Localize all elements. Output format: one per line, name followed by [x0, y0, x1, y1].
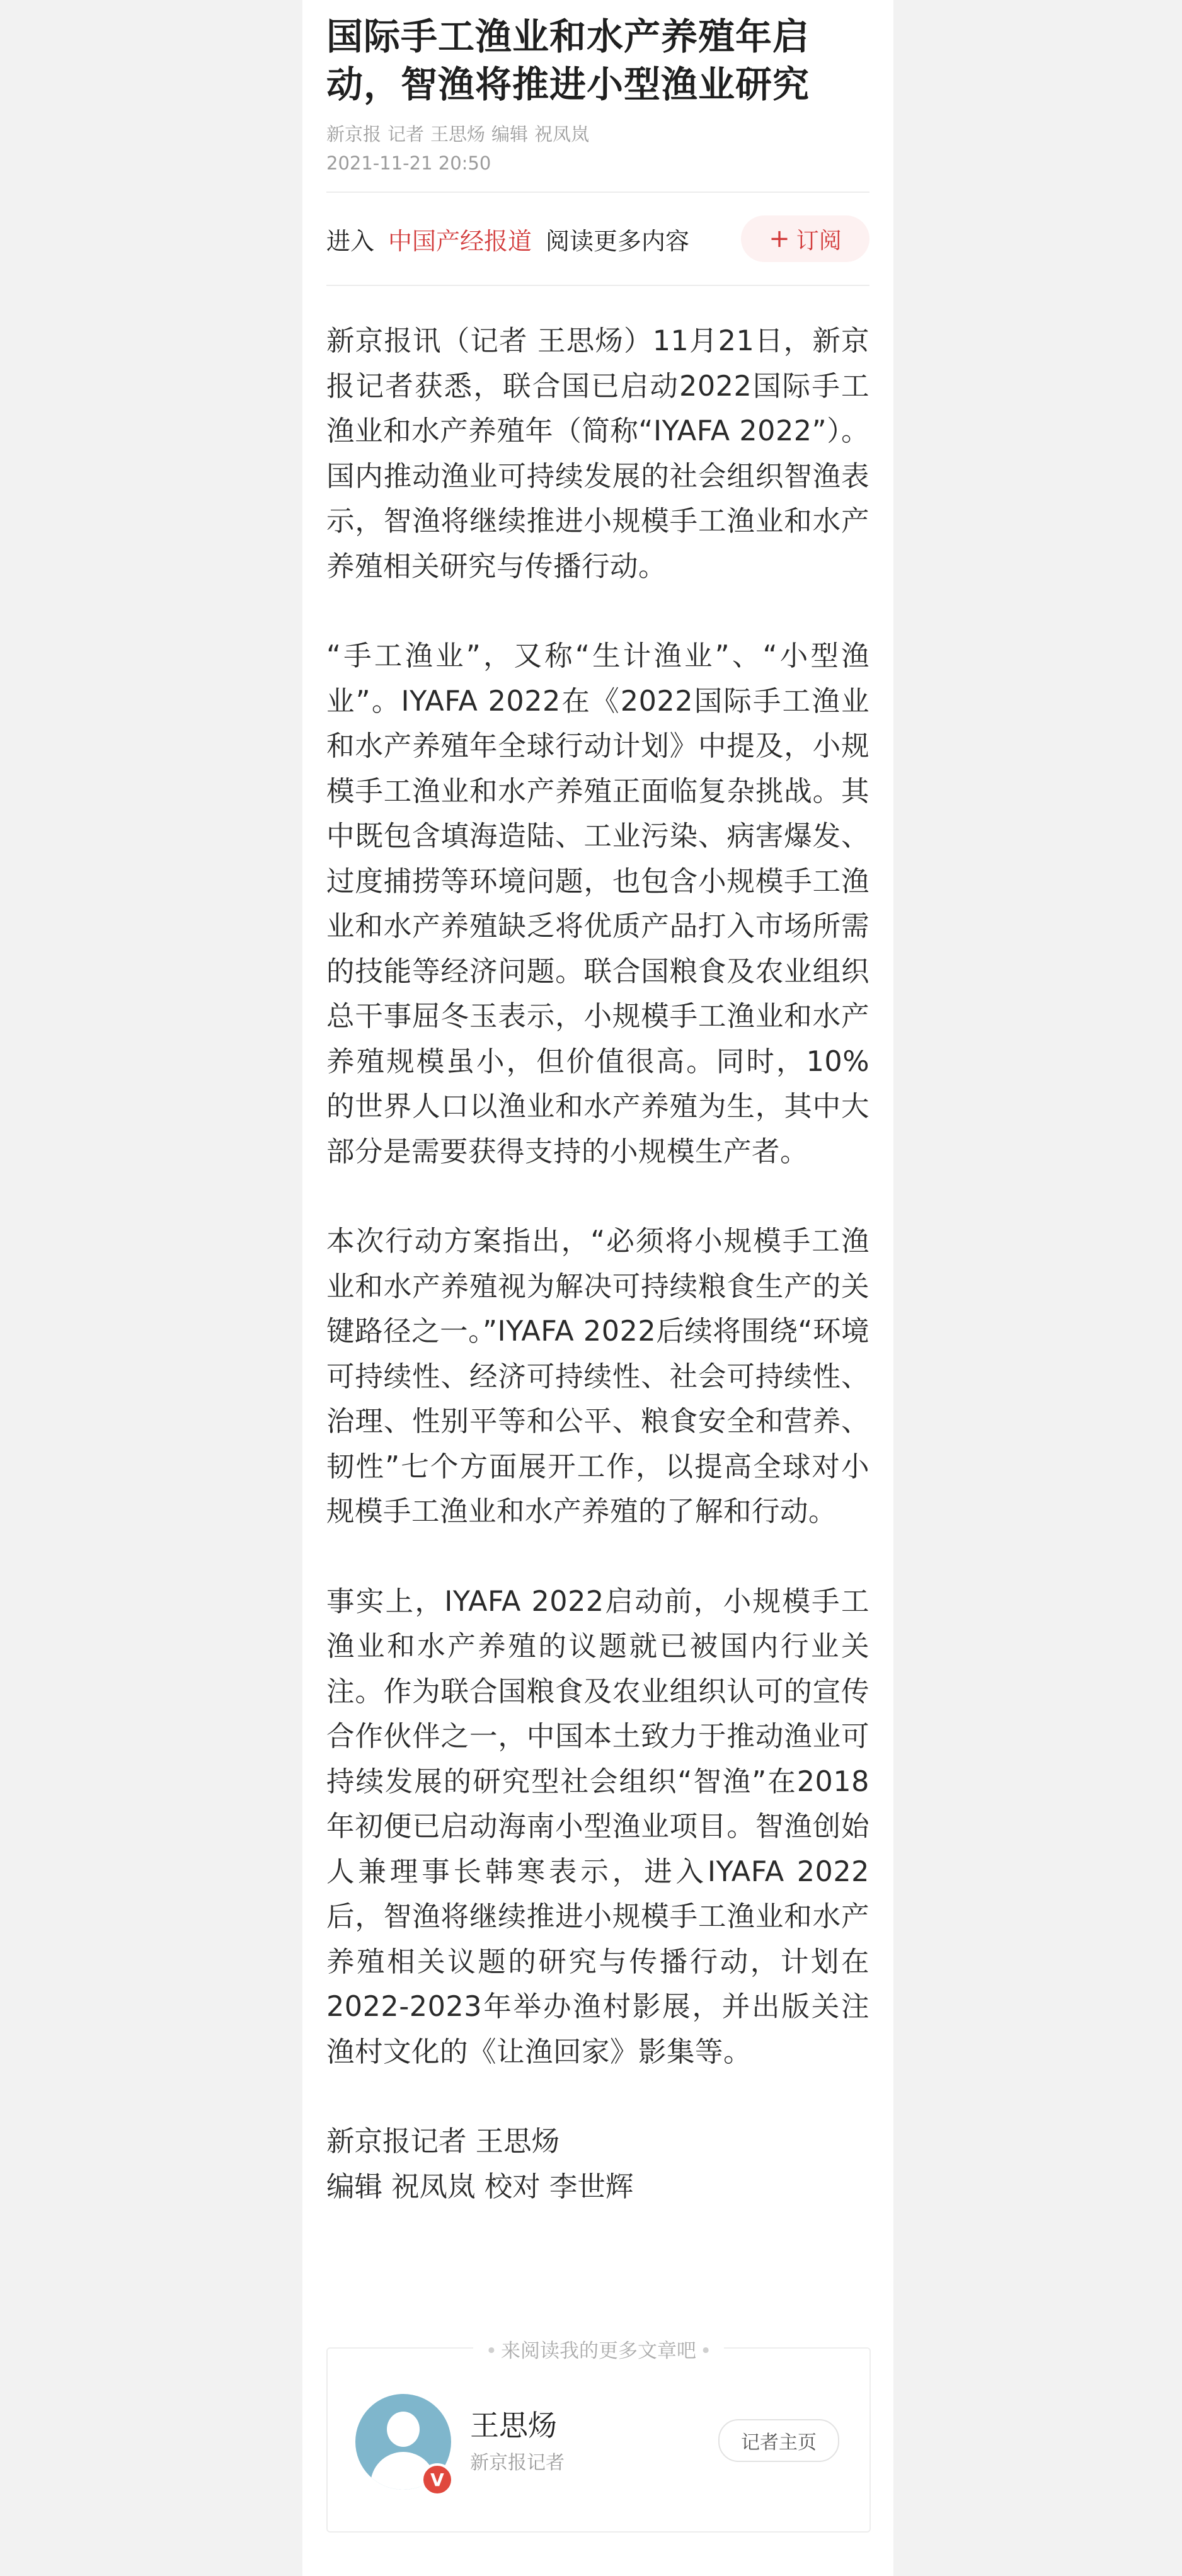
verified-badge-icon: V [421, 2463, 454, 2496]
avatar-person-icon [387, 2412, 420, 2447]
article-page [302, 0, 893, 2576]
author-description: 新京报记者 [470, 2452, 565, 2474]
byline-source: 新京报 [326, 123, 382, 145]
article-paragraph: 事实上，IYAFA 2022启动前，小规模手工渔业和水产养殖的议题就已被国内行业关注。作为联合国粮食及农业组织认可的宣传合作伙伴之一，中国本土致力于推动渔业可持续发展的研究型社会组织“智渔”在2018年初便已启动海南小型渔业项目。智渔创始人兼理事长韩寒表示，进入IYAFA 2022后，智渔将继续推进小规模手工渔业和水产养殖相关议题的研究与传播行动，计划在2022-2023年举办渔村影展，并出版关注渔村文化的《让渔回家》影集等。 [326, 1585, 869, 2068]
article-body [326, 319, 869, 2209]
topic-bar [326, 193, 869, 286]
reporter-home-button[interactable]: 记者主页 [718, 2419, 839, 2462]
subscribe-label: 订阅 [796, 227, 842, 254]
byline-editor-name: 祝凤岚 [534, 123, 590, 145]
topic-channel-link[interactable]: 中国产经报道 [388, 227, 532, 255]
article-paragraph: “手工渔业”，又称“生计渔业”、“小型渔业”。IYAFA 2022在《2022国际手工渔业和水产养殖年全球行动计划》中提及，小规模手工渔业和水产养殖正面临复杂挑战。其中既包含填海造陆、工业污染、病害爆发、过度捕捞等环境问题，也包含小规模手工渔业和水产养殖缺乏将优质产品打入市场所需的技能等经济问题。联合国粮食及农业组织总干事屈冬玉表示，小规模手工渔业和水产养殖规模虽小，但价值很高。同时，10%的世界人口以渔业和水产养殖为生，其中大部分是需要获得支持的小规模生产者。 [326, 640, 869, 1168]
byline-editor-label: 编辑 [491, 123, 529, 145]
article-meta [326, 120, 869, 178]
byline-reporter-label: 记者 [387, 123, 425, 145]
caption-dot-icon: • [482, 2340, 501, 2362]
reporter-line: 新京报记者 王思炀 [326, 2126, 560, 2158]
caption-text: 来阅读我的更多文章吧 [501, 2340, 696, 2362]
publish-datetime: 2021-11-21 20:50 [326, 152, 491, 174]
article-paragraph: 本次行动方案指出，“必须将小规模手工渔业和水产养殖视为解决可持续粮食生产的关键路径之一。”IYAFA 2022后续将围绕“环境可持续性、经济可持续性、社会可持续性、治理、性别平等和公平、粮食安全和营养、韧性”七个方面展开工作，以提高全球对小规模手工渔业和水产养殖的了解和行动。 [326, 1225, 869, 1528]
subscribe-button[interactable] [741, 215, 869, 262]
topic-prefix: 进入 [326, 227, 375, 255]
author-name[interactable]: 王思炀 [470, 2408, 557, 2442]
byline [326, 120, 869, 149]
article-content [326, 0, 869, 2490]
plus-icon: + [769, 224, 790, 253]
byline-reporter-name: 王思炀 [430, 123, 486, 145]
editor-line: 编辑 祝凤岚 校对 李世辉 [326, 2170, 634, 2203]
article-paragraph: 新京报讯（记者 王思炀）11月21日，新京报记者获悉，联合国已启动2022国际手工渔业和水产养殖年（简称“IYAFA 2022”）。国内推动渔业可持续发展的社会组织智渔表示，智渔将继续推进小规模手工渔业和水产养殖相关研究与传播行动。 [326, 325, 869, 583]
author-card-caption [328, 2335, 869, 2363]
caption-dot-icon: • [696, 2340, 715, 2362]
topic-suffix: 阅读更多内容 [546, 227, 690, 255]
article-title: 国际手工渔业和水产养殖年启动，智渔将推进小型渔业研究 [326, 15, 810, 106]
article-signature [326, 2119, 869, 2209]
author-card [326, 2340, 871, 2533]
